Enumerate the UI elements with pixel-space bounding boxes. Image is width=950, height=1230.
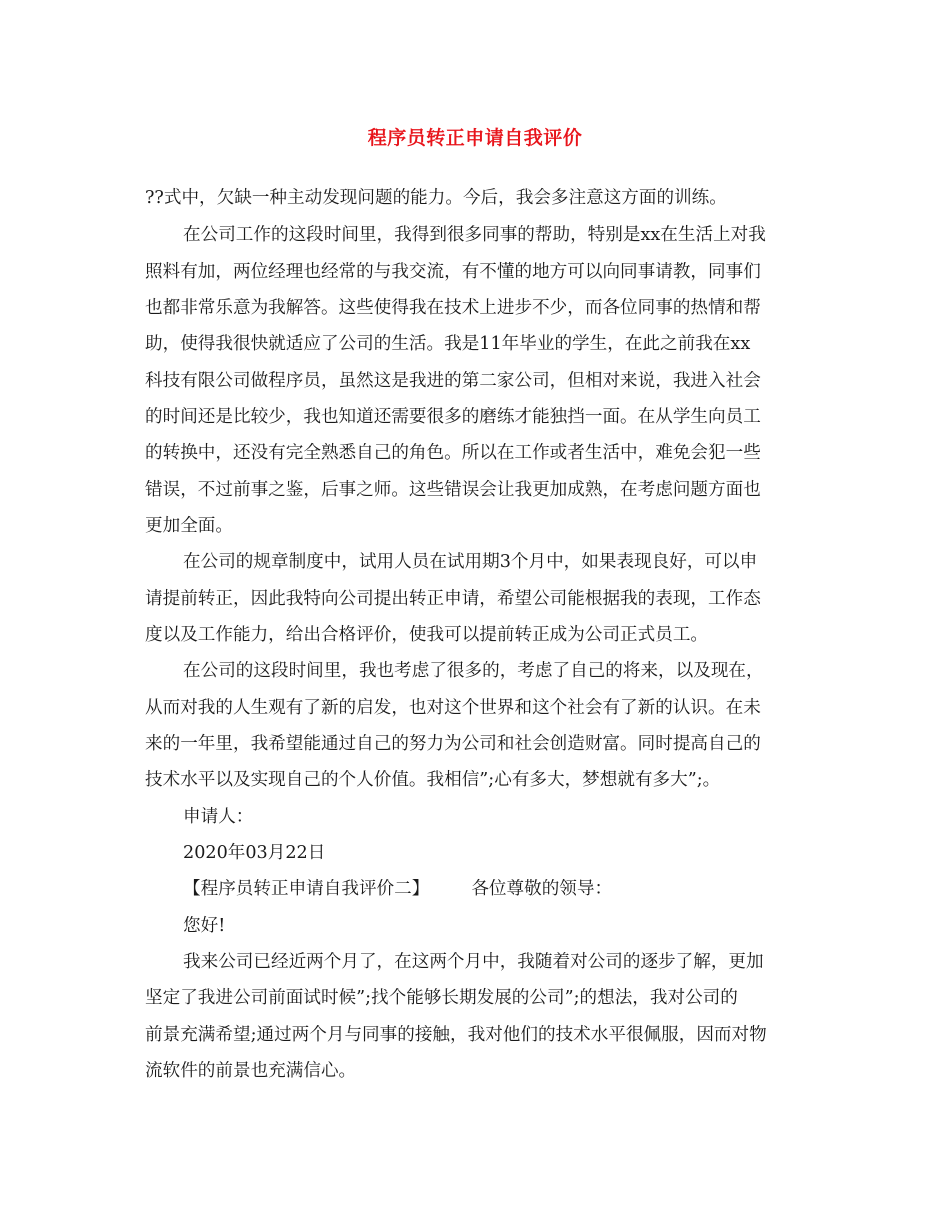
greeting-line: 您好! — [183, 916, 226, 936]
body-line: 我来公司已经近两个月了，在这两个月中，我随着对公司的逐步了解，更加 — [183, 952, 764, 972]
body-line: 前景充满希望;通过两个月与同事的接触，我对他们的技术水平很佩服，因而对物 — [145, 1025, 767, 1045]
body-line: 从而对我的人生观有了新的启发，也对这个世界和这个社会有了新的认识。在未 — [145, 698, 761, 718]
body-line: 来的一年里，我希望能通过自己的努力为公司和社会创造财富。同时提高自己的 — [145, 734, 761, 754]
section2-heading-row — [183, 874, 612, 904]
page-title: 程序员转正申请自我评价 — [367, 127, 583, 149]
body-line: 流软件的前景也充满信心。 — [145, 1061, 357, 1081]
body-line: ??式中，欠缺一种主动发现问题的能力。今后，我会多注意这方面的训练。 — [145, 188, 727, 208]
body-line: 坚定了我进公司前面试时候”;找个能够长期发展的公司”;的想法，我对公司的 — [145, 988, 738, 1008]
body-line: 请提前转正，因此我特向公司提出转正申请，希望公司能根据我的表现，工作态 — [145, 589, 761, 609]
section2-heading: 【程序员转正申请自我评价二】 — [183, 879, 430, 899]
body-line: 在公司工作的这段时间里，我得到很多同事的帮助，特别是xx在生活上对我 — [183, 225, 766, 245]
applicant-label: 申请人： — [183, 807, 254, 827]
body-line: 照料有加，两位经理也经常的与我交流，有不懂的地方可以向同事请教，同事们 — [145, 262, 761, 282]
body-line: 技术水平以及实现自己的个人价值。我相信”;心有多大，梦想就有多大”;。 — [145, 770, 721, 790]
body-line: 的时间还是比较少，我也知道还需要很多的磨练才能独挡一面。在从学生向员工 — [145, 407, 761, 427]
body-line: 科技有限公司做程序员，虽然这是我进的第二家公司，但相对来说，我进入社会 — [145, 371, 761, 391]
body-line: 错误，不过前事之鉴，后事之师。这些错误会让我更加成熟，在考虑问题方面也 — [145, 480, 761, 500]
body-line: 在公司的规章制度中，试用人员在试用期3个月中，如果表现良好，可以申 — [183, 552, 758, 572]
body-line: 度以及工作能力，给出合格评价，使我可以提前转正成为公司正式员工。 — [145, 625, 709, 645]
body-line: 的转换中，还没有完全熟悉自己的角色。所以在工作或者生活中，难免会犯一些 — [145, 443, 761, 463]
date-line: 2020年03月22日 — [183, 843, 326, 863]
body-line: 在公司的这段时间里，我也考虑了很多的，考虑了自己的将来，以及现在， — [183, 661, 764, 681]
body-line: 更加全面。 — [145, 516, 233, 536]
body-line: 也都非常乐意为我解答。这些使得我在技术上进步不少，而各位同事的热情和帮 — [145, 298, 761, 318]
salutation: 各位尊敬的领导： — [471, 879, 613, 899]
body-line: 助，使得我很快就适应了公司的生活。我是11年毕业的学生，在此之前我在xx — [145, 334, 751, 354]
